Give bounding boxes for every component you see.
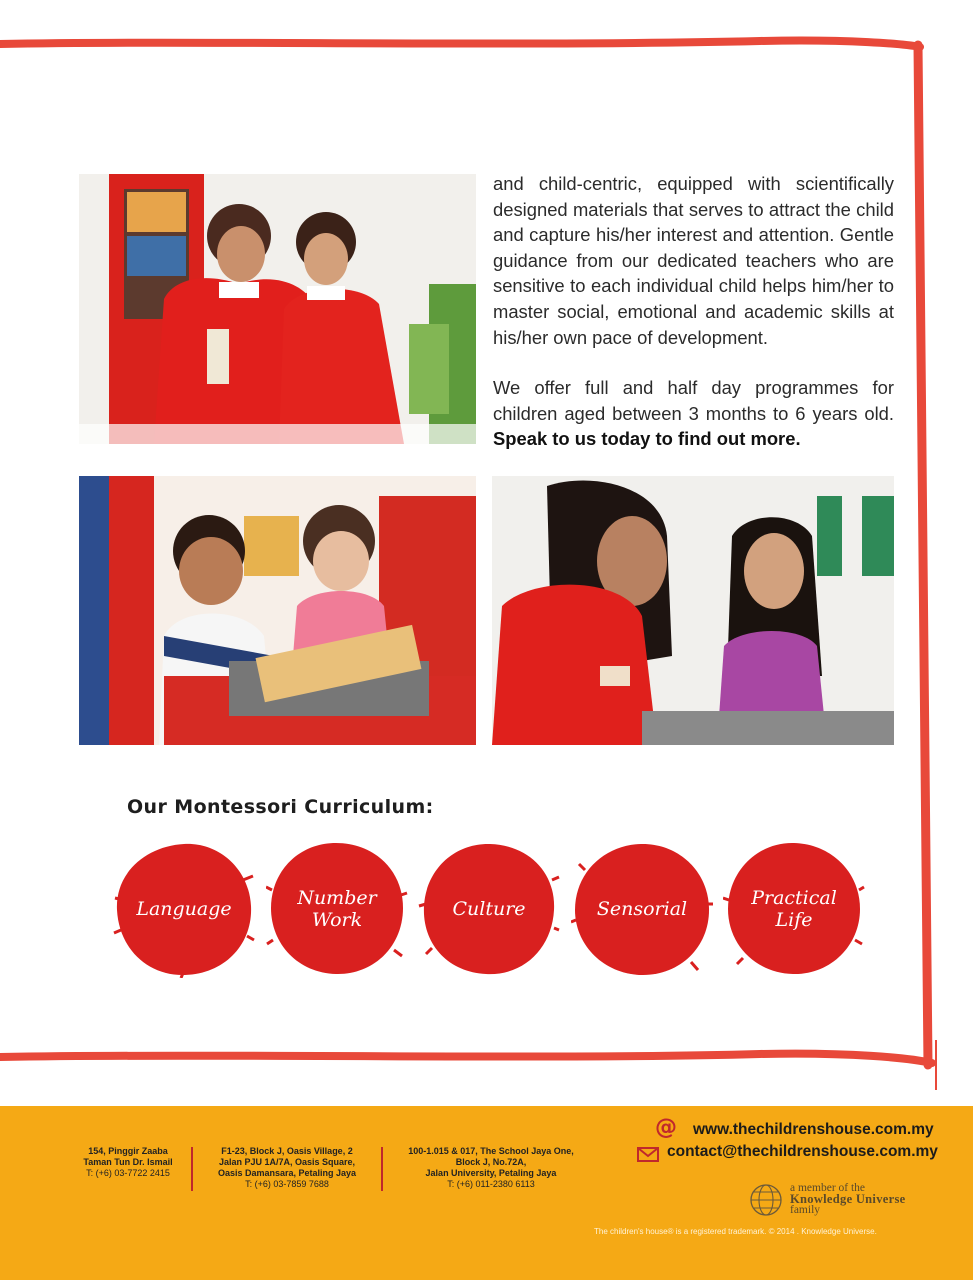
- globe-icon: [748, 1183, 784, 1217]
- footer-divider: [381, 1147, 383, 1191]
- curriculum-language: [113, 840, 255, 978]
- address-line: Oasis Damansara, Petaling Jaya: [217, 1168, 357, 1178]
- paragraph-1: and child-centric, equipped with scientifically designed materials that serves to attract the child and capture his/her interest and attention. Gentle guidance from our dedicated teachers who are sensitive to each individual child helps him/her to master social, emotional and academic skills at his/her own pace of development.: [493, 173, 894, 348]
- ku-line-3: family: [790, 1204, 821, 1216]
- curriculum-number-work: [266, 840, 408, 978]
- ku-line-1: a member of the: [790, 1182, 866, 1194]
- curriculum-sensorial: [571, 840, 713, 978]
- mail-icon: [637, 1147, 659, 1162]
- curriculum-culture: [418, 840, 560, 978]
- children-photo: [79, 476, 476, 745]
- address-oasis: [202, 1146, 372, 1190]
- curriculum-label: Practical Life: [751, 887, 837, 931]
- curriculum-title: Our Montessori Curriculum:: [127, 796, 434, 818]
- knowledge-universe-badge: [790, 1183, 905, 1216]
- curriculum-label: Number Work: [297, 887, 377, 931]
- address-phone: T: (+6) 03-7859 7688: [245, 1179, 329, 1189]
- address-line: 154, Pinggir Zaaba: [88, 1146, 168, 1156]
- email-link[interactable]: contact@thechildrenshouse.com.my: [667, 1143, 938, 1160]
- website-link[interactable]: www.thechildrenshouse.com.my: [693, 1121, 934, 1138]
- intro-text: [493, 171, 894, 452]
- trademark-notice: The children's house® is a registered trademark. © 2014 . Knowledge Universe.: [594, 1227, 877, 1236]
- teacher-girl-photo: [492, 476, 894, 745]
- address-line: 100-1.015 & 017, The School Jaya One,: [408, 1146, 574, 1156]
- address-line: Block J, No.72A,: [455, 1157, 527, 1167]
- address-ttdi: [74, 1146, 182, 1179]
- curriculum-label: Culture: [452, 898, 526, 920]
- address-phone: T: (+6) 03-7722 2415: [86, 1168, 170, 1178]
- paragraph-2-cta: Speak to us today to find out more.: [493, 428, 801, 450]
- curriculum-label: Sensorial: [596, 898, 688, 920]
- teachers-photo: [79, 174, 476, 444]
- paragraph-2-text: We offer full and half day programmes for children aged between 3 months to 6 years old.: [493, 377, 894, 424]
- footer-divider: [191, 1147, 193, 1191]
- curriculum-practical-life: [723, 840, 865, 978]
- curriculum-label: Language: [136, 898, 232, 920]
- paragraph-2: [493, 375, 894, 452]
- address-line: F1-23, Block J, Oasis Village, 2: [221, 1146, 353, 1156]
- address-jaya-one: [392, 1146, 590, 1190]
- address-line: Jalan University, Petaling Jaya: [425, 1168, 557, 1178]
- ku-line-2: Knowledge Universe: [790, 1192, 906, 1206]
- at-icon: @: [655, 1115, 677, 1140]
- address-line: Taman Tun Dr. Ismail: [83, 1157, 173, 1167]
- address-phone: T: (+6) 011-2380 6113: [447, 1179, 535, 1189]
- address-line: Jalan PJU 1A/7A, Oasis Square,: [218, 1157, 356, 1167]
